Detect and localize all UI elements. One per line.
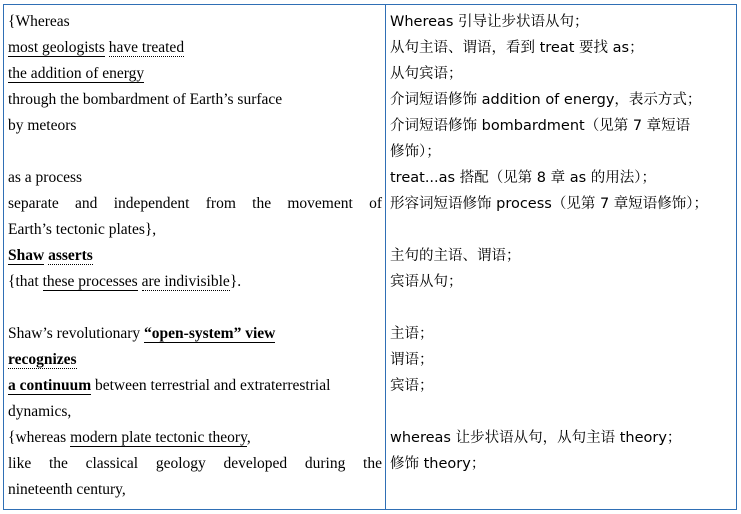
sentence-column	[8, 9, 382, 503]
text-segment: nineteenth century,	[8, 481, 126, 498]
dotted-phrase: recognizes	[8, 351, 77, 368]
explanation-line: Whereas 引导让步状语从句；	[390, 14, 589, 30]
explanation-line	[390, 295, 736, 321]
explanation-line: 从句主语、谓语，看到 treat 要找 as；	[390, 40, 644, 56]
text-segment: {whereas	[8, 429, 71, 446]
explanation-line: 主语；	[390, 326, 434, 342]
sentence-line	[8, 165, 382, 191]
text-segment: ,	[246, 429, 251, 446]
explanation-line	[390, 217, 736, 243]
explanation-line: 宾语；	[390, 378, 434, 394]
text-segment: }.	[229, 273, 242, 290]
explanation-line	[390, 477, 736, 503]
sentence-line	[8, 139, 382, 165]
sentence-line	[8, 399, 382, 425]
dotted-phrase: asserts	[48, 247, 93, 264]
explanation-line: 修饰 theory；	[390, 456, 486, 472]
underlined-phrase: “open-system” view	[144, 325, 276, 342]
sentence-line	[8, 477, 382, 503]
explanation-line	[390, 399, 736, 425]
sentence-line	[8, 347, 382, 373]
sentence-line	[8, 269, 382, 295]
text-segment	[138, 273, 142, 290]
sentence-line	[8, 217, 382, 243]
sentence-line	[8, 425, 382, 451]
text-segment: {that	[8, 273, 43, 290]
explanation-line: 修饰）；	[390, 144, 441, 160]
explanation-column	[390, 9, 736, 503]
text-segment: separate and independent from the movement of	[8, 195, 382, 212]
explanation-line: 介词短语修饰 addition of energy，表示方式；	[390, 92, 702, 108]
text-segment: {Whereas	[8, 13, 70, 30]
text-segment: between terrestrial and extraterrestrial	[91, 377, 331, 394]
text-segment: as a process	[8, 169, 83, 186]
text-segment: by meteors	[8, 117, 77, 134]
text-segment: dynamics,	[8, 403, 72, 420]
sentence-line	[8, 61, 382, 87]
sentence-line	[8, 9, 382, 35]
sentence-line	[8, 35, 382, 61]
sentence-line	[8, 87, 382, 113]
text-segment: Shaw’s revolutionary	[8, 325, 145, 342]
explanation-line: 从句宾语；	[390, 66, 463, 82]
underlined-phrase: modern plate tectonic theory	[70, 429, 247, 446]
underlined-phrase: most geologists	[8, 39, 105, 56]
explanation-line: 谓语；	[390, 352, 434, 368]
sentence-line	[8, 243, 382, 269]
explanation-line: 介词短语修饰 bombardment（见第 7 章短语	[390, 118, 691, 134]
underlined-phrase: these processes	[42, 273, 138, 290]
annotation-table	[3, 4, 737, 510]
text-segment: Earth’s tectonic plates},	[8, 221, 157, 238]
underlined-phrase: the addition of energy	[8, 65, 145, 82]
underlined-phrase: a continuum	[8, 377, 92, 394]
dotted-phrase: have treated	[108, 39, 185, 56]
underlined-phrase: Shaw	[8, 247, 45, 264]
sentence-line	[8, 321, 382, 347]
explanation-line: treat...as 搭配（见第 8 章 as 的用法）；	[390, 170, 657, 186]
sentence-line	[8, 373, 382, 399]
sentence-line	[8, 113, 382, 139]
explanation-line: 形容词短语修饰 process（见第 7 章短语修饰）；	[390, 196, 709, 212]
column-divider	[385, 5, 386, 509]
sentence-line	[8, 451, 382, 477]
text-segment: through the bombardment of Earth’s surface	[8, 91, 283, 108]
explanation-line: whereas 让步状语从句，从句主语 theory；	[390, 430, 682, 446]
explanation-line: 主句的主语、谓语；	[390, 248, 521, 264]
sentence-line	[8, 191, 382, 217]
sentence-line	[8, 295, 382, 321]
text-segment: like the classical geology developed during the	[8, 455, 382, 472]
dotted-phrase: are indivisible	[141, 273, 230, 290]
explanation-line: 宾语从句；	[390, 274, 463, 290]
